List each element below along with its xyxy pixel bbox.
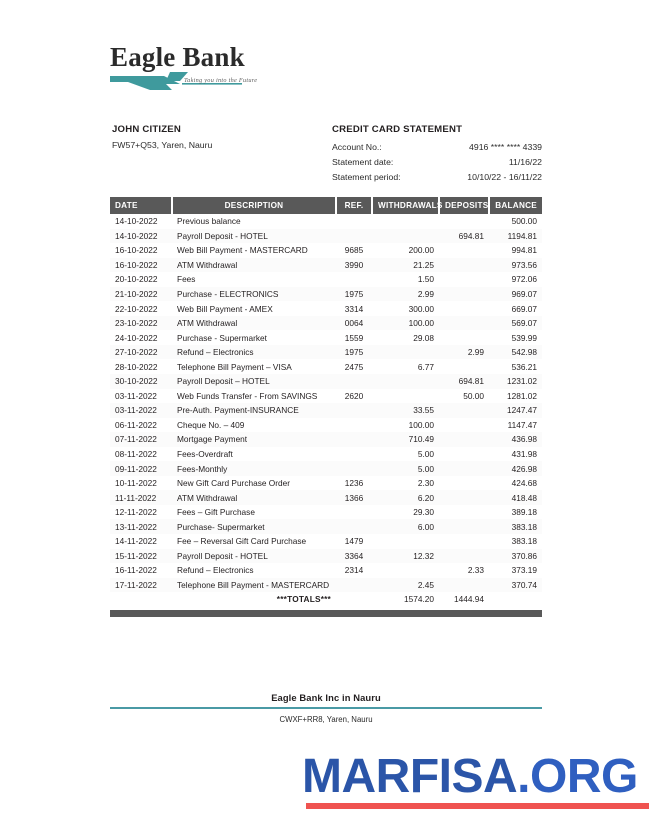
- cell-deposits: [439, 418, 489, 433]
- cell-date: 22-10-2022: [115, 303, 158, 314]
- cell-date: 24-10-2022: [115, 332, 158, 343]
- cell-date: 14-11-2022: [115, 536, 157, 547]
- cell-balance: 370.74: [511, 579, 537, 590]
- logo-wordmark: Eagle Bank: [110, 42, 245, 72]
- cell-deposits: [439, 316, 489, 331]
- cell-deposits: [439, 578, 489, 593]
- cell-ref: 9685: [344, 245, 364, 256]
- cell-date: 23-10-2022: [115, 318, 158, 329]
- cell-deposits: [439, 534, 489, 549]
- cell-date: 28-10-2022: [115, 361, 158, 372]
- totals-deposits: 1444.94: [454, 594, 484, 605]
- table-row: [110, 301, 542, 316]
- cell-description: Purchase - ELECTRONICS: [177, 289, 279, 299]
- cell-date: 15-11-2022: [115, 550, 157, 561]
- cell-withdrawals: [372, 563, 439, 578]
- cell-date: 12-11-2022: [115, 507, 157, 518]
- statement-title: CREDIT CARD STATEMENT: [332, 124, 463, 135]
- cell-balance: 426.98: [511, 463, 537, 474]
- cell-deposits: [439, 505, 489, 520]
- cell-ref: [336, 505, 372, 520]
- cell-description: Payroll Deposit - HOTEL: [177, 550, 268, 561]
- cell-balance: 569.07: [511, 318, 537, 329]
- cell-ref: 1559: [344, 332, 364, 343]
- table-row: [110, 359, 542, 374]
- cell-deposits: [439, 432, 489, 447]
- cell-withdrawals: [372, 534, 439, 549]
- cell-date: 03-11-2022: [115, 405, 157, 416]
- cell-balance: 1231.02: [507, 376, 537, 387]
- cell-date: 08-11-2022: [115, 449, 157, 460]
- cell-description: Payroll Deposit - HOTEL: [177, 230, 268, 241]
- cell-deposits: [439, 403, 489, 418]
- cell-date: 30-10-2022: [115, 376, 158, 387]
- cell-withdrawals: 6.77: [417, 361, 434, 372]
- cell-description: Fee – Reversal Gift Card Purchase: [177, 536, 307, 547]
- table-row: [110, 505, 542, 520]
- cell-description: Telephone Bill Payment – VISA: [177, 361, 292, 372]
- cell-ref: 1479: [344, 536, 364, 547]
- cell-ref: 3364: [344, 550, 364, 561]
- cell-balance: 373.19: [511, 565, 537, 576]
- cell-date: 27-10-2022: [115, 347, 158, 358]
- cell-withdrawals: 710.49: [408, 434, 434, 445]
- cell-ref: 2475: [344, 361, 364, 372]
- customer-name: JOHN CITIZEN: [112, 124, 182, 135]
- cell-balance: 972.06: [511, 274, 537, 285]
- cell-ref: 1366: [344, 492, 364, 503]
- logo-tagline: Taking you into the Future: [184, 77, 258, 84]
- meta-row-account: [332, 140, 542, 155]
- meta-label-date: Statement date:: [332, 157, 394, 167]
- cell-withdrawals: [372, 214, 439, 229]
- totals-row: [110, 592, 542, 607]
- cell-deposits: [439, 258, 489, 273]
- table-row: [110, 389, 542, 404]
- meta-value-period: 10/10/22 - 16/11/22: [467, 172, 542, 182]
- cell-description: Web Bill Payment - AMEX: [177, 303, 273, 314]
- cell-ref: 1975: [344, 289, 364, 299]
- watermark-text: [302, 752, 649, 802]
- table-row: [110, 403, 542, 418]
- cell-withdrawals: 100.00: [408, 318, 434, 329]
- cell-description: Fees-Monthly: [177, 463, 228, 474]
- cell-ref: [336, 403, 372, 418]
- cell-balance: 500.00: [511, 216, 537, 227]
- cell-withdrawals: 6.00: [417, 521, 434, 532]
- cell-withdrawals: 1.50: [417, 274, 434, 285]
- cell-deposits: [439, 461, 489, 476]
- cell-description: Refund – Electronics: [177, 347, 254, 358]
- transactions-table: [110, 197, 542, 607]
- table-row: [110, 432, 542, 447]
- cell-ref: [336, 461, 372, 476]
- cell-ref: [336, 432, 372, 447]
- totals-cell-blank-balance: [489, 592, 542, 607]
- cell-description: Cheque No. – 409: [177, 419, 245, 430]
- cell-description: Mortgage Payment: [177, 434, 248, 445]
- meta-label-period: Statement period:: [332, 172, 401, 182]
- cell-withdrawals: 300.00: [408, 303, 434, 314]
- cell-deposits: [439, 330, 489, 345]
- cell-ref: 0064: [344, 318, 364, 329]
- cell-withdrawals: 100.00: [408, 419, 434, 430]
- cell-deposits: [439, 272, 489, 287]
- cell-deposits: [439, 287, 489, 302]
- cell-deposits: 2.33: [467, 565, 484, 576]
- cell-date: 06-11-2022: [115, 419, 157, 430]
- cell-ref: 2620: [344, 390, 364, 401]
- table-row: [110, 549, 542, 564]
- cell-withdrawals: [372, 345, 439, 360]
- table-row: [110, 330, 542, 345]
- cell-withdrawals: [372, 229, 439, 244]
- table-row: [110, 214, 542, 229]
- cell-date: 16-10-2022: [115, 245, 158, 256]
- watermark-text-primary: MARFISA: [302, 750, 518, 803]
- totals-cell-blank-date: [110, 592, 172, 607]
- cell-withdrawals: 33.55: [413, 405, 434, 416]
- cell-deposits: 694.81: [458, 376, 484, 387]
- cell-deposits: [439, 490, 489, 505]
- cell-balance: 973.56: [511, 259, 537, 270]
- cell-deposits: [439, 359, 489, 374]
- table-row: [110, 534, 542, 549]
- cell-balance: 542.98: [511, 347, 537, 358]
- table-row: [110, 287, 542, 302]
- cell-description: ATM Withdrawal: [177, 259, 238, 270]
- cell-withdrawals: 12.32: [413, 550, 434, 561]
- bank-logo: [110, 44, 340, 96]
- cell-withdrawals: 200.00: [408, 245, 434, 256]
- meta-value-date: 11/16/22: [508, 157, 542, 167]
- cell-balance: 389.18: [511, 507, 537, 518]
- cell-balance: 1147.47: [507, 419, 537, 430]
- cell-balance: 1281.02: [507, 390, 537, 401]
- cell-withdrawals: 2.45: [417, 579, 434, 590]
- meta-label-account: Account No.:: [332, 142, 382, 152]
- cell-deposits: 2.99: [467, 347, 484, 358]
- cell-balance: 383.18: [511, 536, 537, 547]
- cell-balance: 370.86: [511, 550, 537, 561]
- table-header-row: [110, 197, 542, 214]
- cell-description: ATM Withdrawal: [177, 492, 238, 503]
- table-bottom-bar: [110, 610, 542, 617]
- cell-withdrawals: [372, 389, 439, 404]
- cell-balance: 994.81: [511, 245, 537, 256]
- cell-date: 10-11-2022: [115, 478, 157, 489]
- table-row: [110, 490, 542, 505]
- cell-ref: [336, 447, 372, 462]
- table-row: [110, 461, 542, 476]
- cell-ref: 1975: [344, 347, 364, 358]
- cell-deposits: [439, 214, 489, 229]
- cell-date: 13-11-2022: [115, 521, 157, 532]
- cell-description: Previous balance: [177, 216, 241, 227]
- cell-withdrawals: 2.30: [417, 478, 434, 489]
- col-header-ref: REF.: [336, 197, 372, 214]
- cell-ref: [336, 418, 372, 433]
- cell-withdrawals: 29.30: [413, 507, 434, 518]
- cell-date: 09-11-2022: [115, 463, 157, 474]
- cell-ref: [336, 519, 372, 534]
- col-header-balance: BALANCE: [489, 197, 542, 214]
- table-row: [110, 316, 542, 331]
- cell-date: 14-10-2022: [115, 216, 158, 227]
- cell-description: Purchase - Supermarket: [177, 332, 267, 343]
- watermark: [302, 752, 649, 809]
- footer-bank-name: Eagle Bank Inc in Nauru: [271, 692, 381, 703]
- cell-balance: 536.21: [511, 361, 537, 372]
- cell-description: New Gift Card Purchase Order: [177, 478, 290, 489]
- cell-ref: 3990: [344, 259, 364, 270]
- cell-deposits: [439, 476, 489, 491]
- cell-ref: 1236: [344, 478, 364, 489]
- table-row: [110, 258, 542, 273]
- cell-balance: 1247.47: [507, 405, 537, 416]
- cell-description: Refund – Electronics: [177, 565, 254, 576]
- watermark-underline: [306, 803, 649, 809]
- cell-deposits: [439, 243, 489, 258]
- cell-description: Web Bill Payment - MASTERCARD: [177, 245, 308, 256]
- cell-date: 17-11-2022: [115, 579, 157, 590]
- meta-value-account: 4916 **** **** 4339: [469, 142, 542, 152]
- cell-date: 21-10-2022: [115, 289, 158, 299]
- table-row: [110, 578, 542, 593]
- cell-balance: 424.68: [511, 478, 537, 489]
- table-body: [110, 214, 542, 607]
- table-header: [110, 197, 542, 214]
- cell-balance: 383.18: [511, 521, 537, 532]
- cell-date: 20-10-2022: [115, 274, 158, 285]
- col-header-description: DESCRIPTION: [172, 197, 336, 214]
- cell-withdrawals: 5.00: [417, 449, 434, 460]
- cell-ref: [336, 214, 372, 229]
- cell-deposits: [439, 447, 489, 462]
- cell-ref: [336, 272, 372, 287]
- totals-withdrawals: 1574.20: [404, 594, 434, 605]
- table-row: [110, 519, 542, 534]
- cell-date: 03-11-2022: [115, 390, 157, 401]
- cell-date: 16-11-2022: [115, 565, 157, 576]
- footer-address: CWXF+RR8, Yaren, Nauru: [279, 714, 373, 724]
- customer-address: FW57+Q53, Yaren, Nauru: [112, 140, 213, 150]
- col-header-withdrawals: WITHDRAWALS: [372, 197, 439, 214]
- cell-balance: 969.07: [511, 289, 537, 299]
- page-footer: [110, 692, 542, 724]
- table-row: [110, 418, 542, 433]
- cell-ref: [336, 374, 372, 389]
- cell-deposits: [439, 549, 489, 564]
- table-row: [110, 447, 542, 462]
- col-header-deposits: DEPOSITS: [439, 197, 489, 214]
- table-row: [110, 272, 542, 287]
- cell-description: Web Funds Transfer - From SAVINGS: [177, 390, 318, 401]
- cell-date: 11-11-2022: [115, 492, 157, 503]
- cell-description: Pre-Auth. Payment-INSURANCE: [177, 405, 299, 416]
- cell-description: Fees: [177, 274, 196, 285]
- cell-deposits: [439, 301, 489, 316]
- cell-deposits: [439, 519, 489, 534]
- cell-withdrawals: [372, 374, 439, 389]
- totals-label: ***TOTALS***: [276, 594, 331, 605]
- meta-row-period: [332, 170, 542, 185]
- table-row: [110, 229, 542, 244]
- cell-balance: 1194.81: [507, 230, 537, 241]
- cell-withdrawals: 2.99: [417, 289, 434, 299]
- cell-withdrawals: 29.08: [413, 332, 434, 343]
- cell-withdrawals: 21.25: [413, 259, 434, 270]
- cell-balance: 669.07: [511, 303, 537, 314]
- transactions-table-wrap: [110, 197, 542, 617]
- watermark-text-secondary: .ORG: [517, 750, 638, 803]
- cell-withdrawals: 6.20: [417, 492, 434, 503]
- cell-date: 14-10-2022: [115, 230, 158, 241]
- cell-description: Fees-Overdraft: [177, 449, 233, 460]
- meta-row-date: [332, 155, 542, 170]
- table-row: [110, 345, 542, 360]
- cell-balance: 431.98: [511, 449, 537, 460]
- cell-date: 07-11-2022: [115, 434, 157, 445]
- statement-meta: [332, 140, 542, 185]
- cell-balance: 539.99: [511, 332, 537, 343]
- table-row: [110, 563, 542, 578]
- cell-ref: 3314: [344, 303, 364, 314]
- table-row: [110, 476, 542, 491]
- table-row: [110, 374, 542, 389]
- cell-deposits: 694.81: [458, 230, 484, 241]
- table-row: [110, 243, 542, 258]
- col-header-date: DATE: [110, 197, 172, 214]
- cell-description: ATM Withdrawal: [177, 318, 238, 329]
- cell-deposits: 50.00: [463, 390, 484, 401]
- cell-balance: 436.98: [511, 434, 537, 445]
- cell-description: Telephone Bill Payment - MASTERCARD: [177, 579, 330, 590]
- cell-balance: 418.48: [511, 492, 537, 503]
- cell-ref: [336, 578, 372, 593]
- totals-cell-blank-ref: [336, 592, 372, 607]
- cell-withdrawals: 5.00: [417, 463, 434, 474]
- cell-ref: 2314: [344, 565, 364, 576]
- cell-ref: [336, 229, 372, 244]
- cell-description: Purchase- Supermarket: [177, 521, 265, 532]
- cell-date: 16-10-2022: [115, 259, 158, 270]
- cell-description: Fees – Gift Purchase: [177, 507, 255, 518]
- cell-description: Payroll Deposit – HOTEL: [177, 376, 270, 387]
